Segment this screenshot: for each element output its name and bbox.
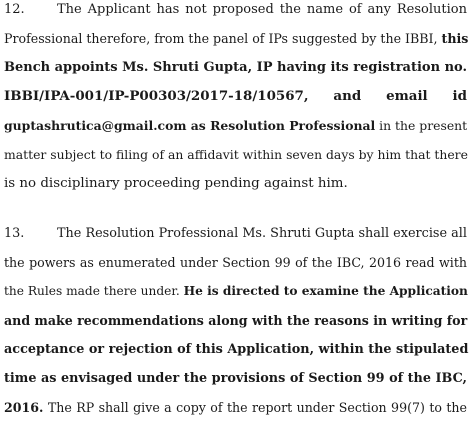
p12-line-5-bold: guptashrutica@gmail.com as Resolution Professional [4, 118, 376, 133]
p13-line-7-text: The RP shall give a copy of the report under Section 99(7) to the [43, 400, 467, 415]
p13-line-6 [4, 370, 467, 387]
p13-line-7-bold: 2016. [4, 400, 44, 415]
p12-line-5-text: in the present [375, 118, 468, 133]
p13-line-1 [4, 225, 467, 242]
p13-line-5 [4, 341, 467, 358]
p13-line-3 [4, 283, 467, 300]
p12-line-1 [4, 1, 467, 18]
p12-line-4-id: id [452, 88, 467, 104]
p13-line-3-text: the Rules made there under. [4, 284, 184, 298]
p12-line-5 [4, 117, 467, 134]
p12-line-4-regno: IBBI/IPA-001/IP-P00303/2017-18/10567, [4, 88, 309, 104]
p12-line-6-text: matter subject to filing of an affidavit within seven days by him that there [4, 147, 468, 162]
p12-line-7 [4, 175, 467, 192]
p12-line-4 [4, 88, 467, 105]
p13-line-1-text: The Resolution Professional Ms. Shruti Gupta shall exercise all [57, 226, 467, 241]
p12-line-1-text: The Applicant has not proposed the name of any Resolution [57, 2, 467, 17]
p13-line-3-bold: He is directed to examine the Application [183, 284, 468, 298]
p12-line-6 [4, 146, 467, 163]
p13-line-2 [4, 254, 467, 271]
p13-line-4 [4, 312, 467, 329]
p13-line-2-text: the powers as enumerated under Section 99 of the IBC, 2016 read with [4, 255, 467, 270]
p13-line-7 [4, 399, 467, 416]
p12-line-2-text: Professional therefore, from the panel of IPs suggested by the IBBI, [4, 31, 442, 46]
p12-line-2 [4, 30, 467, 47]
p12-line-4-email: email [386, 88, 428, 104]
p13-line-4-text: and make recommendations along with the reasons in writing for [4, 313, 468, 328]
p13-number: 13. [4, 226, 25, 241]
p13-line-6-text: time as envisaged under the provisions of Section 99 of the IBC, [4, 371, 467, 386]
p12-line-3 [4, 59, 467, 76]
p12-line-3-text: Bench appoints Ms. Shruti Gupta, IP having its registration no. [4, 60, 467, 75]
p12-line-4-and: and [333, 88, 362, 104]
p12-number: 12. [4, 2, 25, 17]
p12-line-7-text: is no disciplinary proceeding pending against him. [4, 176, 348, 191]
p12-line-2-bold: this [441, 31, 469, 46]
p13-line-5-text: acceptance or rejection of this Application, within the stipulated [4, 342, 469, 357]
